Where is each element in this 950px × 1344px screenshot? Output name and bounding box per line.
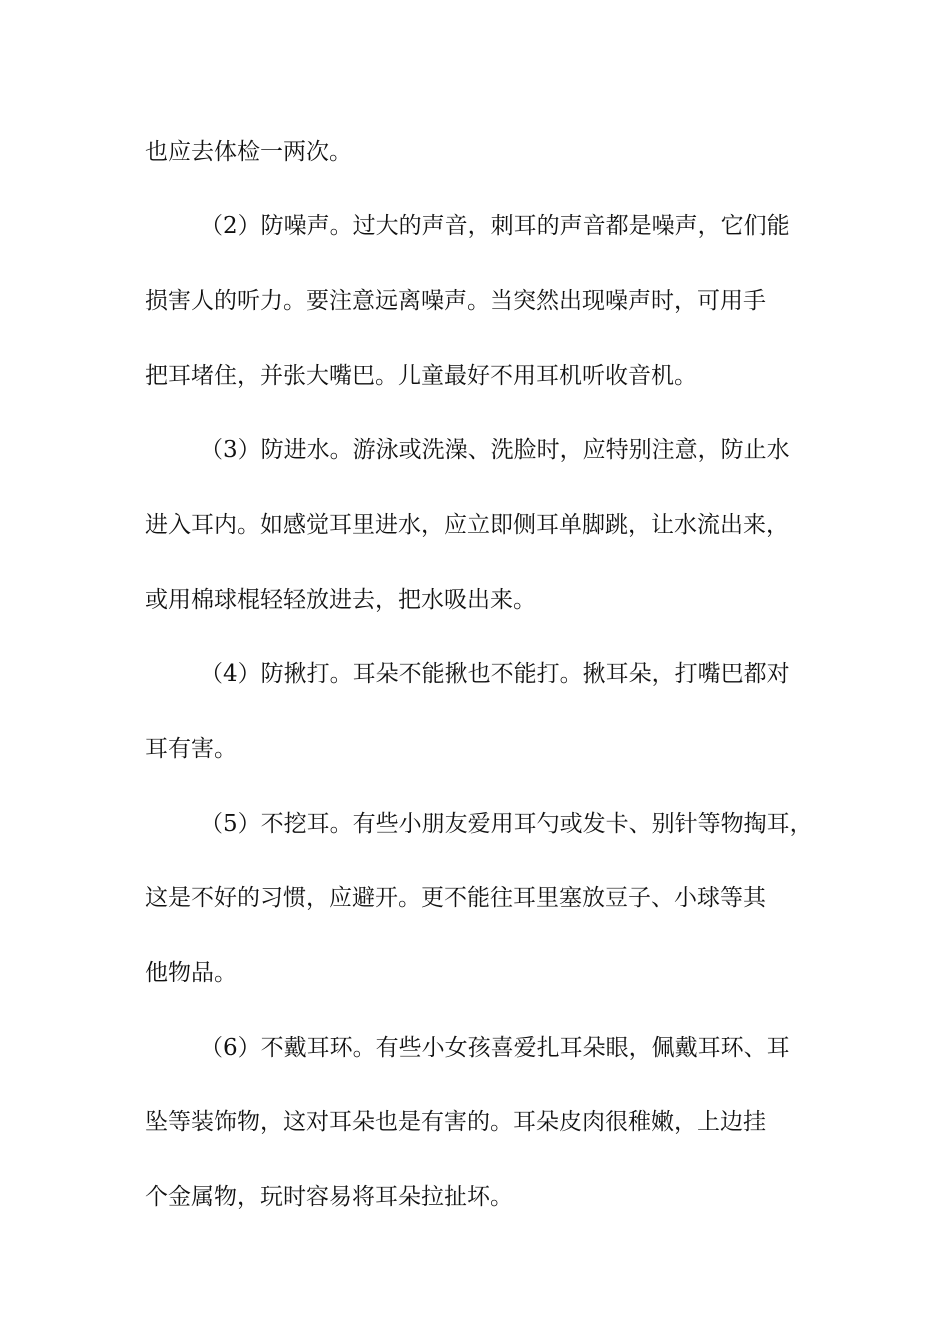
text-line: 耳有害。 [145,736,237,762]
text-line: 或用棉球棍轻轻放进去，把水吸出来。 [145,587,536,613]
text-line: 损害人的听力。要注意远离噪声。当突然出现噪声时，可用手 [145,288,766,314]
paragraph-hitting-start: （4）防揪打。耳朵不能揪也不能打。揪耳朵，打嘴巴都对 [200,661,790,687]
text-line: 把耳堵住，并张大嘴巴。儿童最好不用耳机听收音机。 [145,363,697,389]
text-line: 这是不好的习惯，应避开。更不能往耳里塞放豆子、小球等其 [145,885,766,911]
text-line: 也应去体检一两次。 [145,139,352,165]
paragraph-water-start: （3）防进水。游泳或洗澡、洗脸时，应特别注意，防止水 [200,437,790,463]
text-line: 他物品。 [145,960,237,986]
text-line: 坠等装饰物，这对耳朵也是有害的。耳朵皮肉很稚嫩，上边挂 [145,1109,766,1135]
paragraph-digging-start: （5）不挖耳。有些小朋友爱用耳勺或发卡、别针等物掏耳， [200,811,813,837]
text-line: 个金属物，玩时容易将耳朵拉扯坏。 [145,1184,513,1210]
paragraph-noise-start: （2）防噪声。过大的声音，刺耳的声音都是噪声，它们能 [200,213,790,239]
text-line: 进入耳内。如感觉耳里进水，应立即侧耳单脚跳，让水流出来， [145,512,789,538]
paragraph-earrings-start: （6）不戴耳环。有些小女孩喜爱扎耳朵眼，佩戴耳环、耳 [200,1035,790,1061]
